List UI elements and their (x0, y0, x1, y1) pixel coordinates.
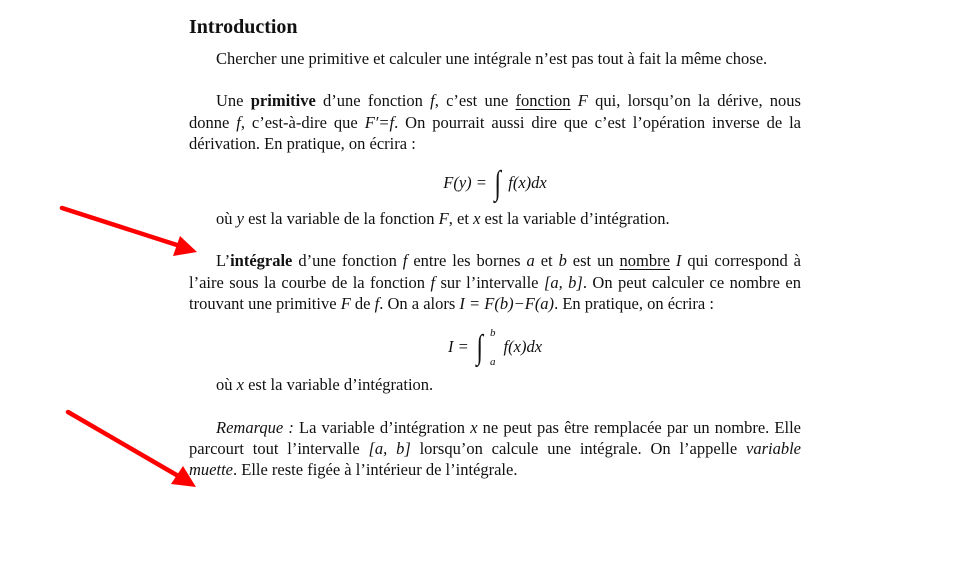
equation-primitive: F(y) = ∫ f(x)dx (443, 165, 547, 203)
paragraph-integration-variable: où x est la variable d’intégration. (216, 375, 434, 395)
paragraph-remarque: Remarque : La variable d’intégration x ne peut pas être remplacée par un nombre. Elle parcourt tout l’intervalle [a, b] lorsqu’on calcule une intégrale. On l’appelle variable muette. Elle reste figée à l’intérieur de l’intégrale. (189, 417, 802, 480)
document-page (189, 14, 801, 481)
remark-label: Remarque : (216, 417, 294, 437)
red-arrow-icon-2 (68, 412, 196, 487)
term-variable-muette: variable muette (189, 438, 802, 480)
integral-sign: ∫ (494, 165, 501, 203)
paragraph-intro: Chercher une primitive et calculer une intégrale n’est pas tout à fait la même chose. (216, 49, 768, 68)
integral-sign: ∫ (476, 329, 483, 367)
link-fonction[interactable]: fonction (515, 91, 571, 111)
link-nombre[interactable]: nombre (619, 251, 670, 271)
integral-bounds: b a (490, 327, 496, 369)
section-title: Introduction (189, 16, 298, 38)
red-arrow-icon-1 (62, 208, 197, 256)
term-integrale: intégrale (230, 251, 293, 271)
paragraph-primitive: Une primitive d’une fonction f, c’est une fonction F qui, lorsqu’on la dérive, nous donne f, c’est-à-dire que F′=f. On pourrait aussi dire que c’est l’opération inverse de la dérivation. En pratique, on écrira : (189, 91, 802, 153)
equation-integrale: I = ∫ b a f(x)dx (447, 327, 543, 369)
term-primitive: primitive (250, 91, 316, 111)
paragraph-integrale: L’intégrale d’une fonction f entre les bornes a et b est un nombre I qui correspond à l’aire sous la courbe de la fonction f sur l’intervalle [a, b]. On peut calculer ce nombre en trouvant une primitive F de f. On a alors I = F(b)−F(a). En pratique, on écrira : (189, 251, 802, 314)
paragraph-variables: où y est la variable de la fonction F, et x est la variable d’intégration. (216, 209, 670, 229)
